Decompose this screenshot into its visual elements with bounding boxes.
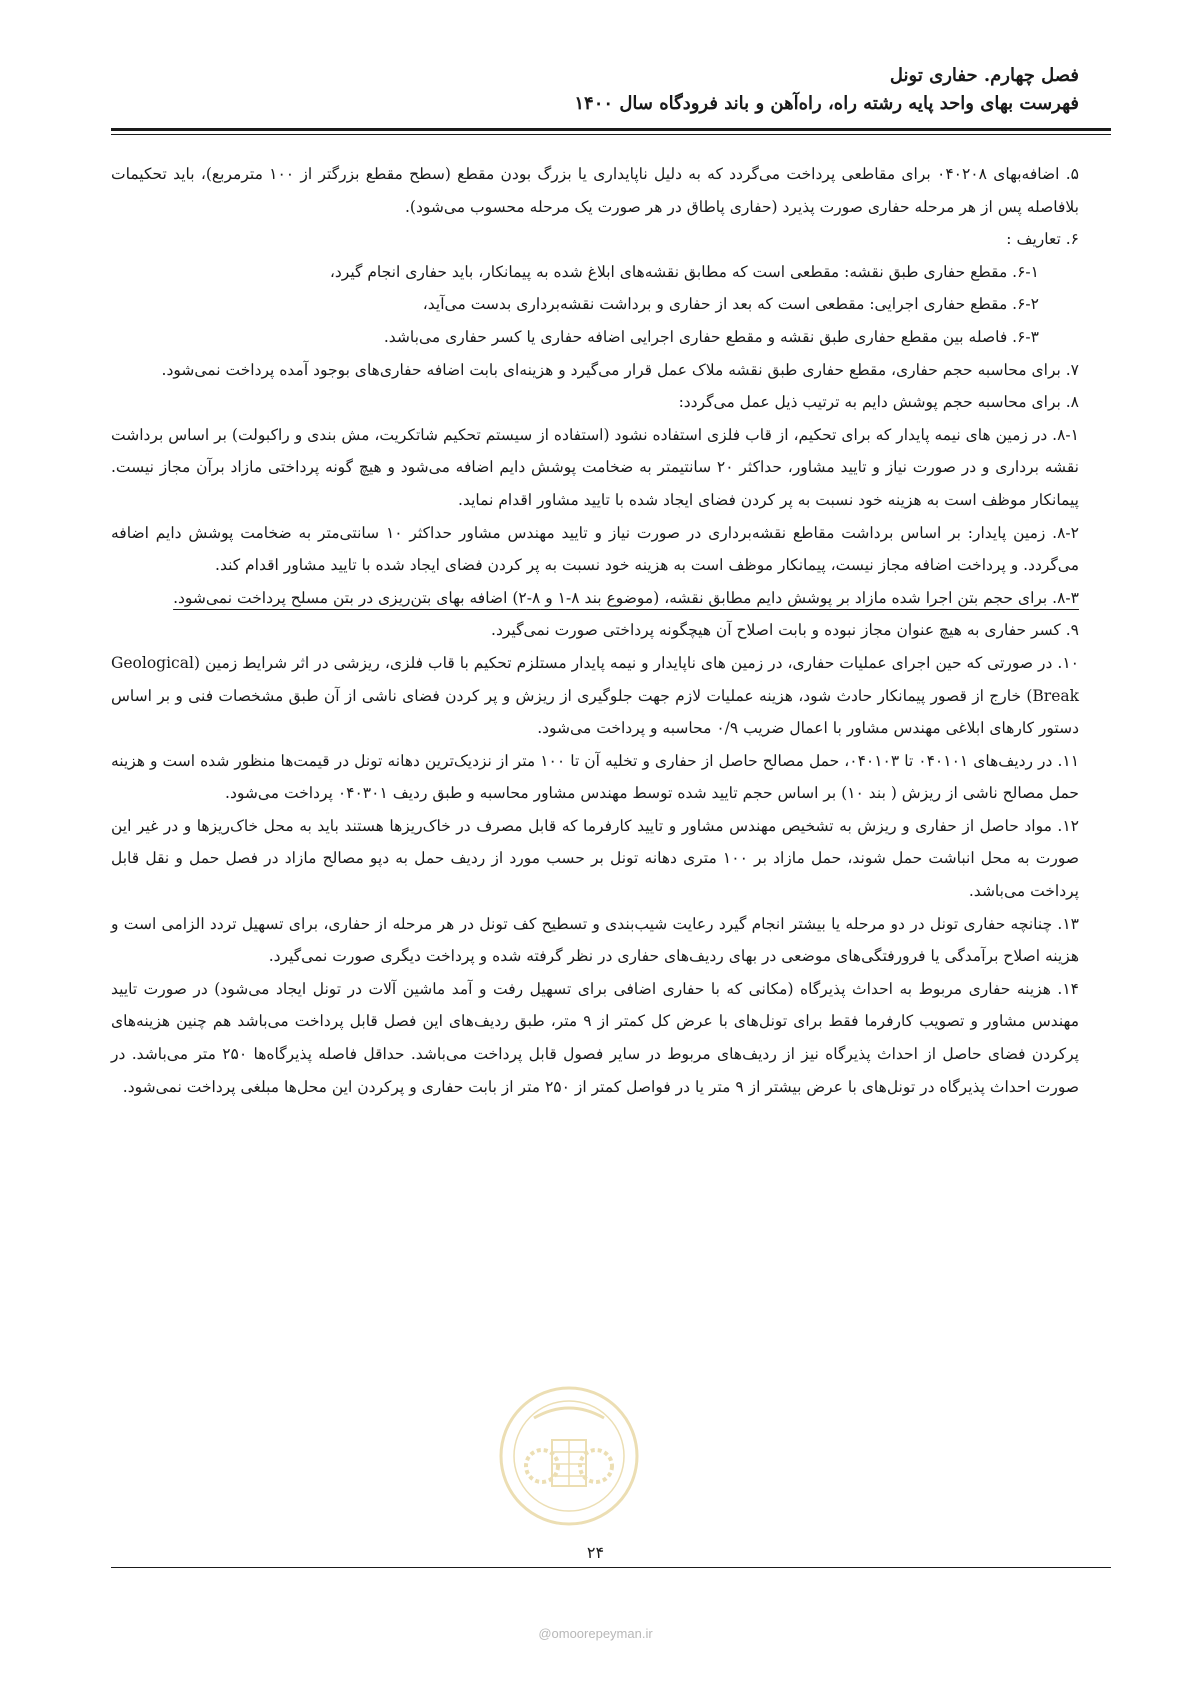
paragraph-9: ۹. کسر حفاری به هیچ عنوان مجاز نبوده و بابت اصلاح آن هیچگونه پرداختی صورت نمی‌گیرد. [491,621,1079,640]
header-divider-thin [111,134,1111,135]
document-title: فهرست بهای واحد پایه رشته راه، راه‌آهن و باند فرودگاه سال ۱۴۰۰ [574,93,1079,114]
paragraph-12: ۱۲. مواد حاصل از حفاری و ریزش به تشخیص مهندس مشاور و تایید کارفرما که قابل مصرف در خاک‌ریزها هستند باید به محل خاک‌ریزها و در غیر این صورت به محل انباشت حمل شوند، حمل مازاد بر ۱۰۰ متری دهانه تونل بر حسب مورد از ردیف حمل به دپو مصالح مازاد در فصل حمل و نقل قابل پرداخت می‌باشد. [111,816,1079,901]
paragraph-11: ۱۱. در ردیف‌های ۰۴۰۱۰۱ تا ۰۴۰۱۰۳، حمل مصالح حاصل از حفاری و تخلیه آن تا ۱۰۰ متر از نزدیک‌ترین دهانه تونل در قیمت‌ها منظور شده است و هزینه حمل مصالح ناشی از ریزش ( بند ۱۰) بر اساس حجم تایید شده توسط مهندس مشاور محاسبه و طبق ردیف ۰۴۰۳۰۱ پرداخت می‌شود. [111,751,1080,803]
paragraph-14: ۱۴. هزینه حفاری مربوط به احداث پذیرگاه (مکانی که با حفاری اضافی برای تسهیل رفت و آمد ماشین آلات در تونل ایجاد می‌شود) در صورت تایید مهندس مشاور و تصویب کارفرما فقط برای تونل‌های با عرض کل کمتر از ۹ متر، طبق ردیف‌های این فصل قابل پرداخت می‌باشد هم چنین هزینه‌های پرکردن فضای حاصل از احداث پذیرگاه نیز از ردیف‌های مربوط در سایر فصول قابل پرداخت می‌باشد. حداقل فاصله پذیرگاه‌ها ۲۵۰ متر می‌باشد. در صورت احداث پذیرگاه در تونل‌های با عرض بیشتر از ۹ متر یا در فواصل کمتر از ۲۵۰ متر از بابت حفاری و پرکردن این محل‌ها مبلغی پرداخت نمی‌شود. [111,979,1079,1096]
paragraph-7: ۷. برای محاسبه حجم حفاری، مقطع حفاری طبق نقشه ملاک عمل قرار می‌گیرد و هزینه‌ای بابت اضافه حفاری‌های بوجود آمده پرداخت نمی‌شود. [161,360,1079,379]
header-divider-thick [111,128,1111,131]
paragraph-8-3-text: ۸-۳. برای حجم بتن اجرا شده مازاد بر پوشش دایم مطابق نقشه، (موضوع بند ۸-۱ و ۸-۲) اضافه بهای بتن‌ریزی در بتن مسلح پرداخت نمی‌شود. [173,588,1079,607]
page-header [112,62,1079,118]
body-text [111,158,1079,1103]
paragraph-8-3 [111,582,1079,615]
page-number: ۲۴ [586,1543,605,1562]
paragraph-6: ۶. تعاریف : [1006,230,1079,249]
chapter-title: فصل چهارم. حفاری تونل [889,65,1079,86]
paragraph-13: ۱۳. چنانچه حفاری تونل در دو مرحله یا بیشتر انجام گیرد رعایت شیب‌بندی و تسطیح کف تونل در هر مرحله از حفاری، برای تسهیل تردد الزامی است و هزینه اصلاح برآمدگی یا فرورفتگی‌های موضعی در بهای ردیف‌های حفاری در نظر گرفته شده و پرداخت دیگری صورت نمی‌گیرد. [111,914,1079,966]
paragraph-5: ۵. اضافه‌بهای ۰۴۰۲۰۸ برای مقاطعی پرداخت می‌گردد که به دلیل ناپایداری یا بزرگ بودن مقطع (سطح مقطع بزرگتر از ۱۰۰ مترمربع)، باید تحکیمات بلافاصله پس از هر مرحله حفاری صورت پذیرد (حفاری پاطاق در هر صورت یک مرحله محسوب می‌شود). [111,165,1079,216]
paragraph-10: ۱۰. در صورتی که حین اجرای عملیات حفاری، در زمین های ناپایدار و نیمه پایدار مستلزم تحکیم با قاب فلزی، ریزشی در اثر شرایط زمین (Geological Break) خارج از قصور پیمانکار حادث شود، هزینه عملیات لازم جهت جلوگیری از ریزش و پر کردن فضای ناشی از آن طبق مشخصات فنی و بر اساس دستور کارهای ابلاغی مهندس مشاور با اعمال ضریب ۰/۹ محاسبه و پرداخت می‌شود. [111,653,1079,738]
paragraph-6-2: ۶-۲. مقطع حفاری اجرایی: مقطعی است که بعد از حفاری و برداشت نقشه‌برداری بدست می‌آید، [422,295,1039,314]
paragraph-8-2: ۸-۲. زمین پایدار: بر اساس برداشت مقاطع نقشه‌برداری در صورت نیاز و تایید مهندس مشاور حداکثر ۱۰ سانتی‌متر به ضخامت پوشش دایم اضافه می‌گردد. و پرداخت اضافه مجاز نیست، پیمانکار موظف است به هزینه خود نسبت به پر کردن فضای ایجاد شده با تایید مشاور اقدام کند. [111,523,1079,575]
paragraph-6-3: ۶-۳. فاصله بین مقطع حفاری طبق نقشه و مقطع حفاری اجرایی اضافه حفاری یا کسر حفاری می‌باشد. [383,327,1039,346]
paragraph-8: ۸. برای محاسبه حجم پوشش دایم به ترتیب ذیل عمل می‌گردد: [678,393,1079,412]
paragraph-8-1: ۸-۱. در زمین های نیمه پایدار که برای تحکیم، از قاب فلزی استفاده نشود (استفاده از سیستم تحکیم شاتکریت، مش بندی و راکبولت) بر اساس برداشت نقشه برداری و در صورت نیاز و تایید مشاور، حداکثر ۲۰ سانتیمتر به ضخامت پوشش دایم اضافه می‌شود و هیچ گونه پرداختی مازاد برآن مجاز نیست. پیمانکار موظف است به هزینه خود نسبت به پر کردن فضای ایجاد شده با تایید مشاور اقدام نماید. [111,425,1079,509]
footer-divider [111,1567,1111,1568]
watermark-url: @omoorepeyman.ir [538,1626,653,1641]
watermark-seal-icon [494,1378,644,1538]
paragraph-6-1: ۶-۱. مقطع حفاری طبق نقشه: مقطعی است که مطابق نقشه‌های ابلاغ شده به پیمانکار، باید حفاری انجام گیرد، [329,262,1039,281]
